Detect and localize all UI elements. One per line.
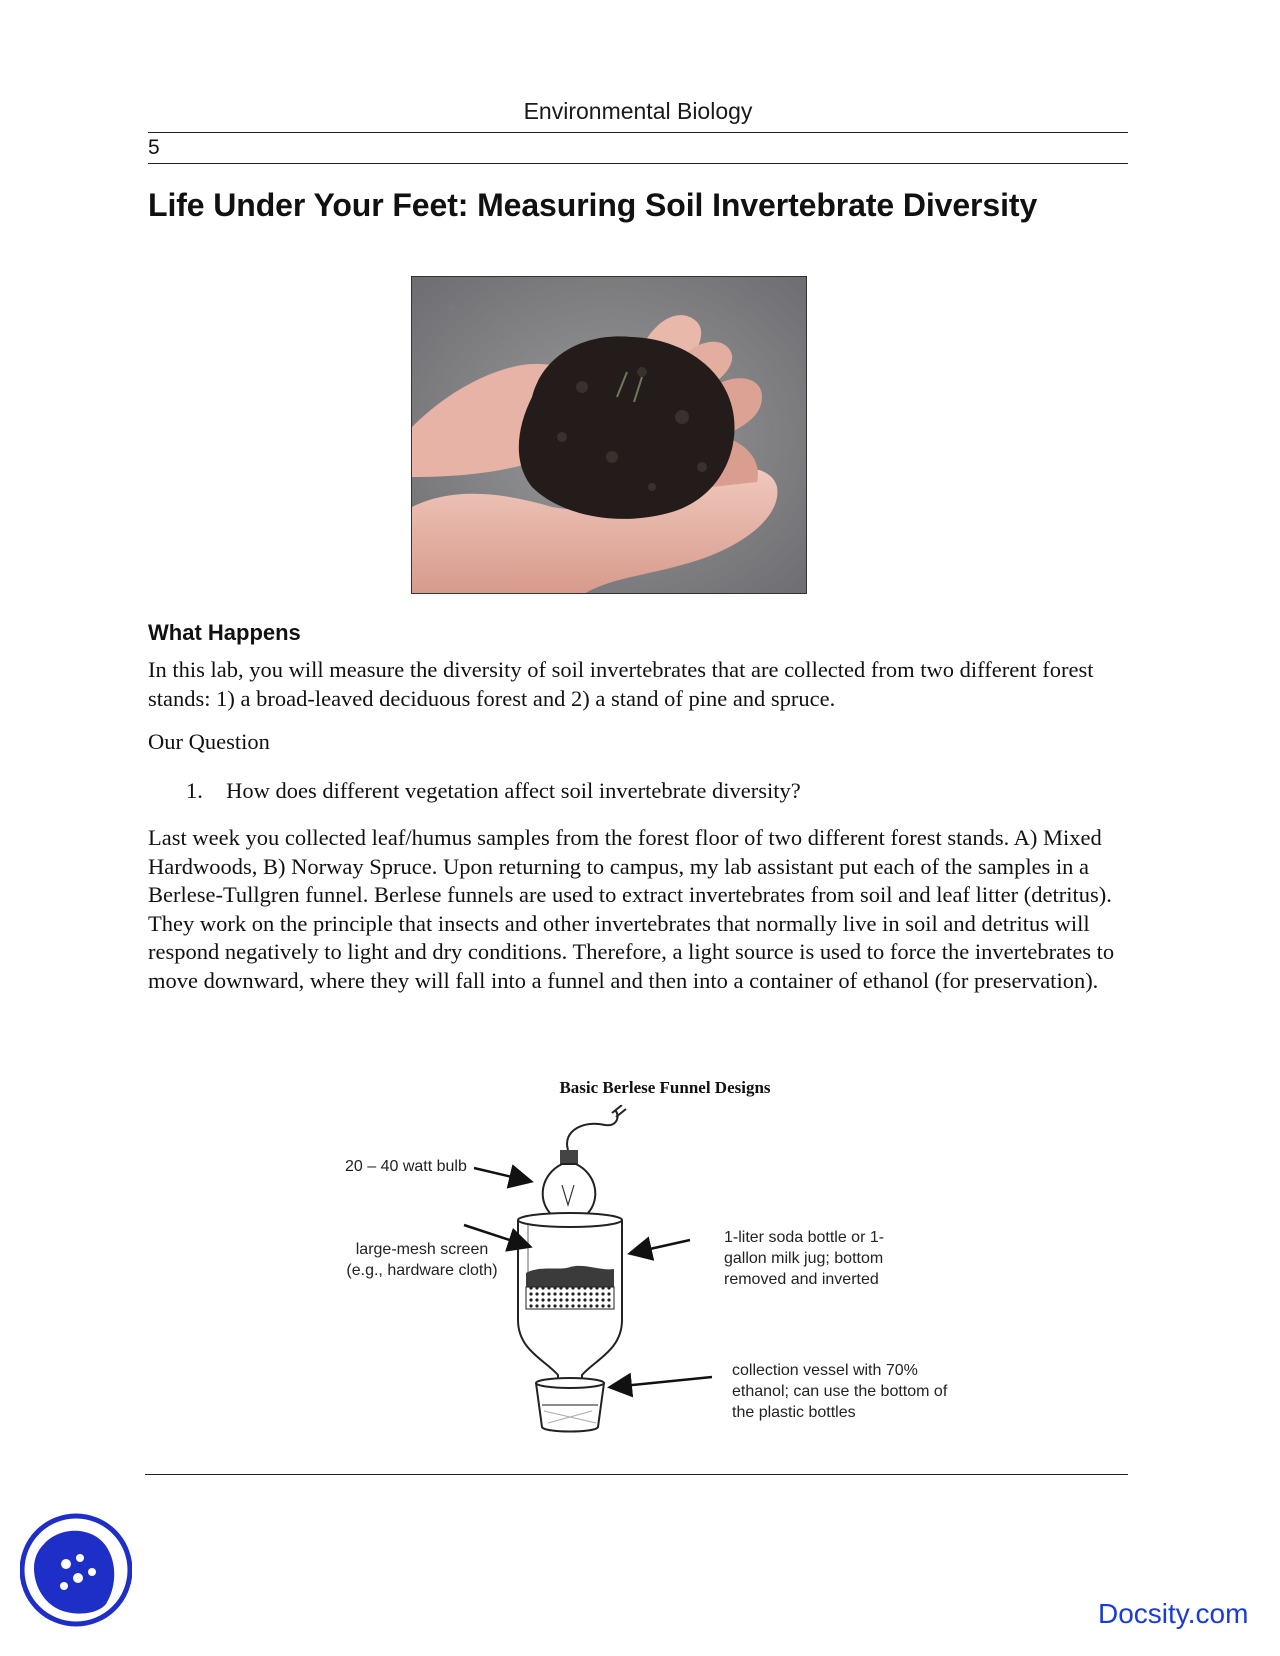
docsity-logo-icon [20,1512,132,1628]
label-screen: large-mesh screen (e.g., hardware cloth) [346,1241,498,1279]
footer-rule [145,1474,1128,1475]
question-item [186,777,1086,806]
running-header: Environmental Biology [523,98,753,124]
intro-paragraph: In this lab, you will measure the diversity of soil invertebrates that are collected from two different forest stands: 1) a broad-leaved deciduous forest and 2) a stand of pine and spruce. [148,657,1094,711]
header-rule-bottom [148,163,1128,164]
funnel-illustration [300,1105,1000,1445]
docsity-brand-text[interactable]: Docsity.com [1098,1598,1249,1629]
question-label: Our Question [148,729,270,754]
label-bottle: 1-liter soda bottle or 1- gallon milk jug; bottom removed and inverted [724,1229,885,1288]
page-number: 5 [148,136,160,159]
question-text: How does different vegetation affect soil invertebrate diversity? [226,778,801,803]
document-title: Life Under Your Feet: Measuring Soil Invertebrate Diversity [148,187,1038,223]
section-heading-what-happens: What Happens [148,620,301,645]
berlese-funnel-diagram [300,1105,1000,1445]
body-paragraph: Last week you collected leaf/humus samples from the forest floor of two different forest stands. A) Mixed Hardwoods, B) Norway Spruce. Upon returning to campus, my lab assistant put each of the samples in a Berlese-Tullgren funnel. Berlese funnels are used to extract invertebrates from soil and leaf litter (detritus). They work on the principle that insects and other invertebrates that normally live in soil and detritus will respond negatively to light and dry conditions. Therefore, a light source is used to force the invertebrates to move downward, where they will fall into a funnel and then into a container of ethanol (for preservation). [148,825,1115,993]
question-number: 1. [186,778,203,803]
label-vessel: collection vessel with 70% ethanol; can use the bottom of the plastic bottles [732,1362,948,1421]
soil-in-hands-photo [411,276,807,594]
figure-title: Basic Berlese Funnel Designs [559,1078,771,1097]
label-bulb: 20 – 40 watt bulb [345,1158,467,1175]
header-rule-top [148,132,1128,133]
